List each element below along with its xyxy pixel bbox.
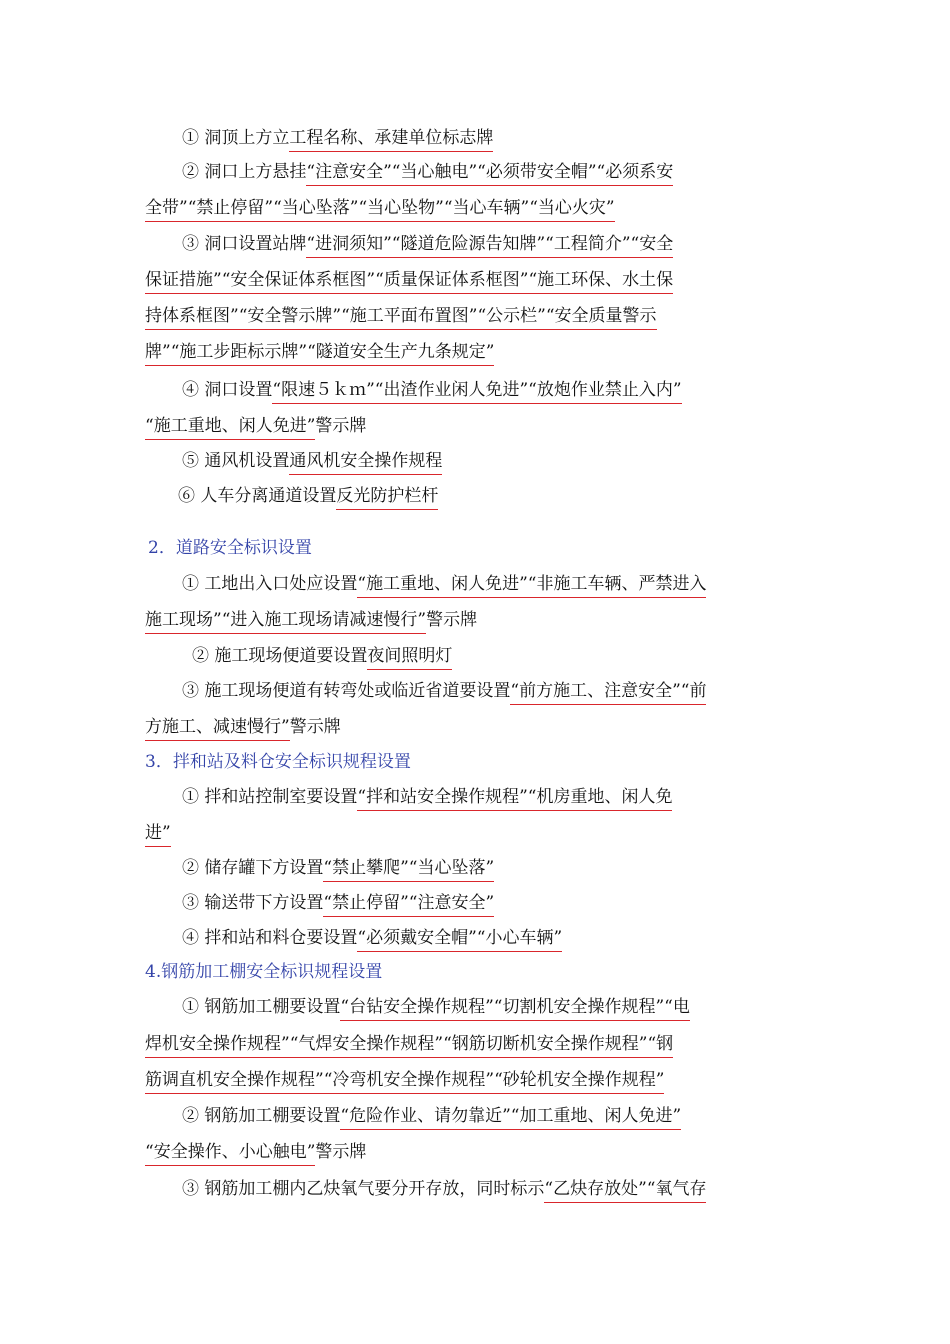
underlined-text: 牌”“施工步距标示牌”“隧道安全生产九条规定” [145,342,495,362]
line-6 [145,305,657,327]
underlined-text: “限速５ｋｍ”“出渣作业闲人免进”“放炮作业禁止入内” [272,380,682,400]
line-19 [182,786,672,808]
line-24 [145,961,382,983]
line-27 [145,1069,664,1091]
underlined-text: “施工重地、闲人免进” [145,416,316,436]
underlined-text: 保证措施”“安全保证体系框图”“质量保证体系框图”“施工环保、水土保 [145,270,674,290]
line-text: ① 钢筋加工棚要设置 [182,997,341,1017]
line-4 [182,233,673,255]
underlined-text: “拌和站安全操作规程”“机房重地、闲人免 [357,787,673,807]
line-text: ③ 施工现场便道有转弯处或临近省道要设置 [182,681,511,701]
line-13 [182,573,706,595]
line-25 [182,996,690,1018]
line-30 [182,1178,706,1200]
underlined-text: “乙炔存放处”“氧气存 [544,1179,707,1199]
underlined-text: “注意安全”“当心触电”“必须带安全帽”“必须系安 [306,162,674,182]
line-20 [145,822,171,844]
line-text: ① 拌和站控制室要设置 [182,787,358,807]
underlined-text: 进” [145,823,171,843]
line-text: ② 钢筋加工棚要设置 [182,1106,341,1126]
line-text: ① 工地出入口处应设置 [182,574,358,594]
line-7 [145,341,494,363]
line-text: 4.钢筋加工棚安全标识规程设置 [145,962,383,982]
line-text: ① 洞顶上方立 [182,128,290,148]
line-22 [182,892,494,914]
line-text: ⑤ 通风机设置 [182,451,290,471]
underlined-text: 夜间照明灯 [367,646,453,666]
line-11 [178,485,438,507]
line-text: 3．拌和站及料仓安全标识规程设置 [145,752,411,772]
line-2 [182,161,673,183]
line-text: ② 施工现场便道要设置 [192,646,368,666]
underlined-text: 通风机安全操作规程 [289,451,443,471]
underlined-text: “危险作业、请勿靠近”“加工重地、闲人免进” [340,1106,682,1126]
underlined-text: “禁止攀爬”“当心坠落” [323,858,495,878]
underlined-text: 方施工、减速慢行” [145,717,290,737]
underlined-text: 持体系框图”“安全警示牌”“施工平面布置图”“公示栏”“安全质量警示 [145,306,657,326]
underlined-text: “禁止停留”“注意安全” [323,893,495,913]
line-text: 警示牌 [289,717,341,737]
line-15 [192,645,452,667]
underlined-text: 工程名称、承建单位标志牌 [289,128,494,148]
underlined-text: 反光防护栏杆 [336,486,439,506]
line-16 [182,680,706,702]
underlined-text: “施工重地、闲人免进”“非施工车辆、严禁进入 [357,574,707,594]
underlined-text: “进洞须知”“隧道危险源告知牌”“工程简介”“安全 [306,234,674,254]
line-12 [148,537,312,559]
line-5 [145,269,673,291]
underlined-text: 全带”“禁止停留”“当心坠落”“当心坠物”“当心车辆”“当心火灾” [145,198,615,218]
underlined-text: “安全操作、小心触电” [145,1142,316,1162]
line-text: ⑥ 人车分离通道设置 [178,486,337,506]
line-14 [145,609,477,631]
line-10 [182,450,442,472]
line-text: 警示牌 [315,1142,367,1162]
line-text: ③ 洞口设置站牌 [182,234,307,254]
line-18 [145,751,411,773]
underlined-text: 筋调直机安全操作规程”“冷弯机安全操作规程”“砂轮机安全操作规程” [145,1070,665,1090]
line-text: 警示牌 [426,610,478,630]
line-17 [145,716,341,738]
line-text: ④ 拌和站和料仓要设置 [182,928,358,948]
line-29 [145,1141,366,1163]
line-8 [182,379,682,401]
line-text: ② 洞口上方悬挂 [182,162,307,182]
line-28 [182,1105,681,1127]
underlined-text: “前方施工、注意安全”“前 [510,681,707,701]
line-3 [145,197,615,219]
line-text: ③ 钢筋加工棚内乙炔氧气要分开存放，同时标示 [182,1179,545,1199]
line-text: 2．道路安全标识设置 [148,538,312,558]
line-9 [145,415,366,437]
line-text: ④ 洞口设置 [182,380,273,400]
line-text: 警示牌 [315,416,367,436]
underlined-text: “必须戴安全帽”“小心车辆” [357,928,563,948]
underlined-text: 施工现场”“进入施工现场请减速慢行” [145,610,427,630]
line-1 [182,127,493,149]
line-21 [182,857,494,879]
line-23 [182,927,562,949]
line-26 [145,1033,673,1055]
underlined-text: 焊机安全操作规程”“气焊安全操作规程”“钢筋切断机安全操作规程”“钢 [145,1034,674,1054]
line-text: ③ 输送带下方设置 [182,893,324,913]
line-text: ② 储存罐下方设置 [182,858,324,878]
underlined-text: “台钻安全操作规程”“切割机安全操作规程”“电 [340,997,690,1017]
